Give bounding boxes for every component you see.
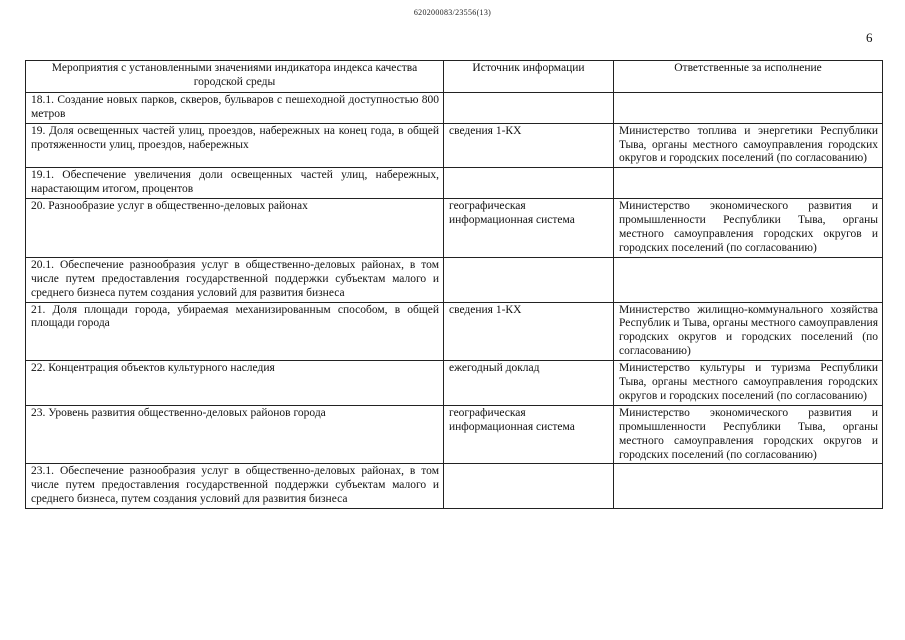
measure-cell: 20.1. Обеспечение разнообразия услуг в общественно-деловых районах, в том числе путем предоставления государственной поддержки субъектам малого и среднего бизнеса путем создания условий для развития бизнеса [26, 257, 444, 302]
indicators-table [25, 60, 883, 509]
table-row [26, 405, 883, 464]
responsible-cell: Министерство экономического развития и промышленности Республики Тыва, органы местного самоуправления городских округов и городских поселений (по согласованию) [614, 199, 883, 258]
measure-cell: 20. Разнообразие услуг в общественно-деловых районах [26, 199, 444, 258]
table-row [26, 199, 883, 258]
measure-cell: 23.1. Обеспечение разнообразия услуг в общественно-деловых районах, в том числе путем предоставления государственной поддержки субъектам малого и среднего бизнеса, путем создания условий для развития бизнеса [26, 464, 444, 509]
measure-cell: 21. Доля площади города, убираемая механизированным способом, в общей площади города [26, 302, 444, 361]
column-header-source: Источник информации [444, 61, 614, 93]
table-row [26, 92, 883, 123]
table-row [26, 168, 883, 199]
table-row [26, 123, 883, 168]
source-cell: сведения 1-КХ [444, 302, 614, 361]
measure-cell: 23. Уровень развития общественно-деловых районов города [26, 405, 444, 464]
source-cell [444, 464, 614, 509]
column-header-measures: Мероприятия с установленными значениями индикатора индекса качества городской среды [26, 61, 444, 93]
responsible-cell [614, 168, 883, 199]
table-row [26, 464, 883, 509]
source-cell: сведения 1-КХ [444, 123, 614, 168]
responsible-cell: Министерство топлива и энергетики Республики Тыва, органы местного самоуправления городских округов и городских поселений (по согласованию) [614, 123, 883, 168]
measure-cell: 19.1. Обеспечение увеличения доли освещенных частей улиц, набережных, нарастающим итогом, процентов [26, 168, 444, 199]
column-header-responsible: Ответственные за исполнение [614, 61, 883, 93]
responsible-cell [614, 257, 883, 302]
measure-cell: 22. Концентрация объектов культурного наследия [26, 361, 444, 406]
source-cell: ежегодный доклад [444, 361, 614, 406]
responsible-cell [614, 92, 883, 123]
table-header-row [26, 61, 883, 93]
table-row [26, 361, 883, 406]
source-cell: географическая информационная система [444, 199, 614, 258]
table-row [26, 302, 883, 361]
table-row [26, 257, 883, 302]
responsible-cell: Министерство экономического развития и промышленности Республики Тыва, органы местного самоуправления городских округов и городских поселений (по согласованию) [614, 405, 883, 464]
page-number: 6 [866, 30, 873, 45]
source-cell [444, 92, 614, 123]
measure-cell: 19. Доля освещенных частей улиц, проездов, набережных на конец года, в общей протяженности улиц, проездов, набережных [26, 123, 444, 168]
source-cell [444, 257, 614, 302]
source-cell: географическая информационная система [444, 405, 614, 464]
responsible-cell: Министерство жилищно-коммунального хозяйства Республик и Тыва, органы местного самоуправления городских округов и городских поселений (по согласованию) [614, 302, 883, 361]
responsible-cell: Министерство культуры и туризма Республики Тыва, органы местного самоуправления городских округов и городских поселений (по согласованию) [614, 361, 883, 406]
document-code: 620200083/23556(13) [413, 8, 492, 17]
responsible-cell [614, 464, 883, 509]
source-cell [444, 168, 614, 199]
measure-cell: 18.1. Создание новых парков, скверов, бульваров с пешеходной доступностью 800 метров [26, 92, 444, 123]
